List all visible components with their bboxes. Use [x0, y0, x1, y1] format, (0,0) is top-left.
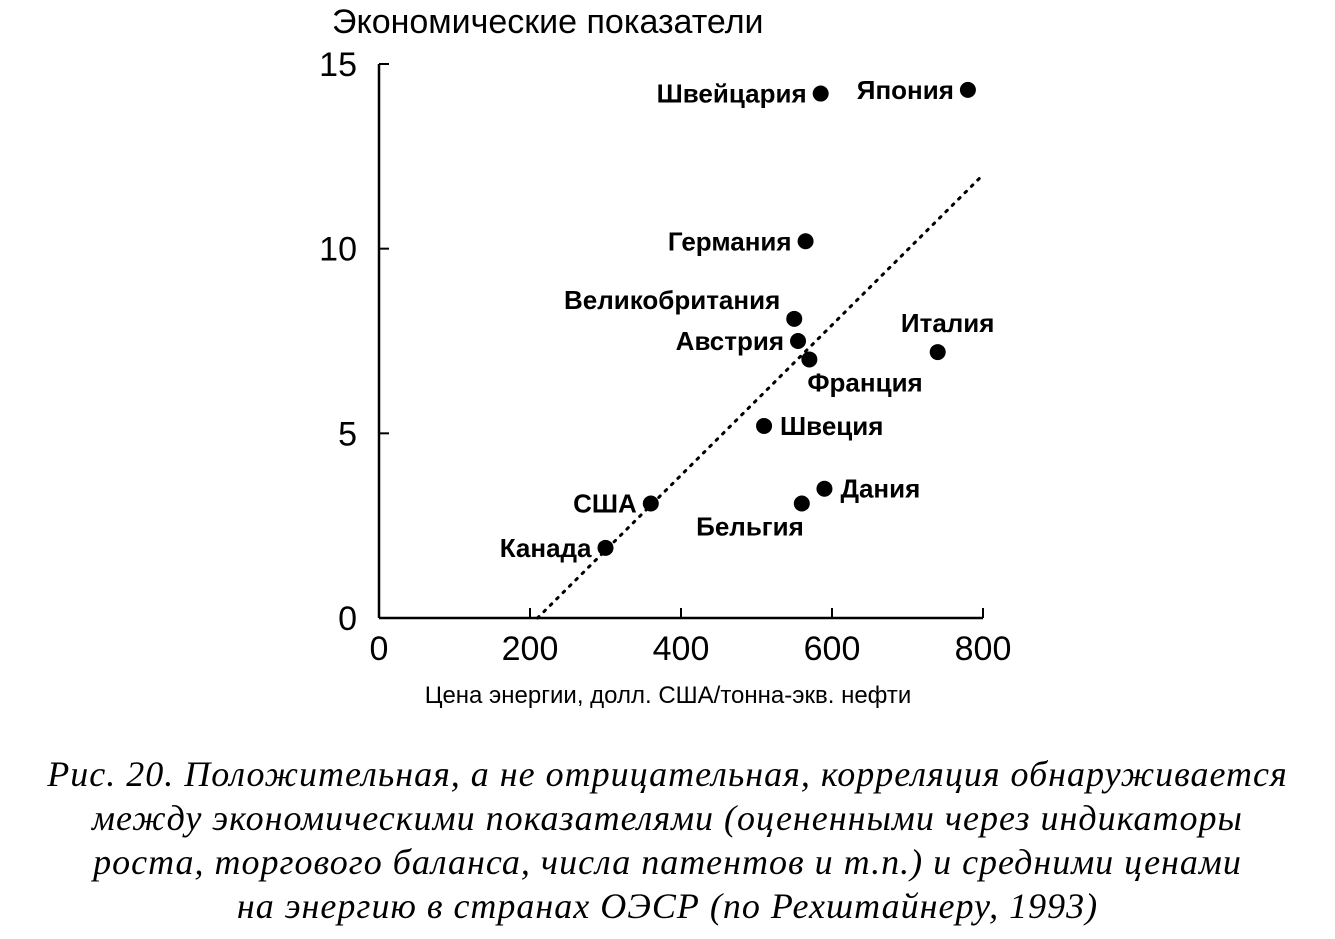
data-point-label: Япония: [856, 74, 954, 105]
caption-line: Рис. 20. Положительная, а не отрицательная, корреляция обнаруживается: [47, 754, 1288, 794]
data-point-label: Германия: [667, 226, 792, 257]
data-point: [643, 496, 659, 512]
y-tick-label: 0: [338, 600, 357, 638]
data-point: [930, 344, 946, 360]
data-point: [801, 351, 817, 367]
chart-title: Экономические показатели: [332, 3, 764, 41]
y-tick-label: 10: [319, 230, 357, 269]
x-tick-label: 400: [652, 630, 710, 668]
figure-caption: [20, 752, 1315, 928]
axis-ticks: [319, 46, 1011, 668]
caption-line: роста, торгового баланса, числа патентов и т.п.) и средними ценами: [93, 842, 1242, 882]
data-point: [756, 418, 772, 434]
x-tick-label: 600: [803, 630, 861, 668]
data-point: [813, 86, 829, 102]
data-point-label: Канада: [499, 532, 592, 563]
data-points: [500, 75, 995, 563]
x-tick-label: 0: [369, 630, 389, 668]
data-point-label: Великобритания: [563, 284, 781, 315]
x-tick-label: 800: [954, 630, 1012, 668]
data-point-label: Италия: [900, 308, 995, 339]
data-point: [816, 481, 832, 497]
data-point: [786, 311, 802, 327]
data-point-label: Австрия: [675, 326, 785, 356]
y-tick-label: 5: [338, 415, 357, 454]
caption-line: между экономическими показателями (оцененными через индикаторы: [92, 798, 1243, 838]
data-point: [794, 496, 810, 512]
x-axis-label: Цена энергии, долл. США/тонна-экв. нефти: [424, 682, 912, 709]
data-point: [790, 333, 806, 349]
data-point-label: США: [573, 488, 637, 519]
data-point-label: Швеция: [780, 410, 884, 441]
data-point-label: Швейцария: [656, 78, 807, 109]
caption-line: на энергию в странах ОЭСР (по Рехштайнеру, 1993): [236, 886, 1099, 926]
data-point: [598, 540, 614, 556]
data-point: [960, 82, 976, 98]
data-point-label: Бельгия: [696, 511, 804, 542]
y-tick-label: 15: [319, 46, 357, 84]
data-point: [798, 233, 814, 249]
data-point-label: Франция: [807, 367, 923, 398]
data-point-label: Дания: [840, 473, 921, 504]
x-tick-label: 200: [501, 630, 559, 668]
